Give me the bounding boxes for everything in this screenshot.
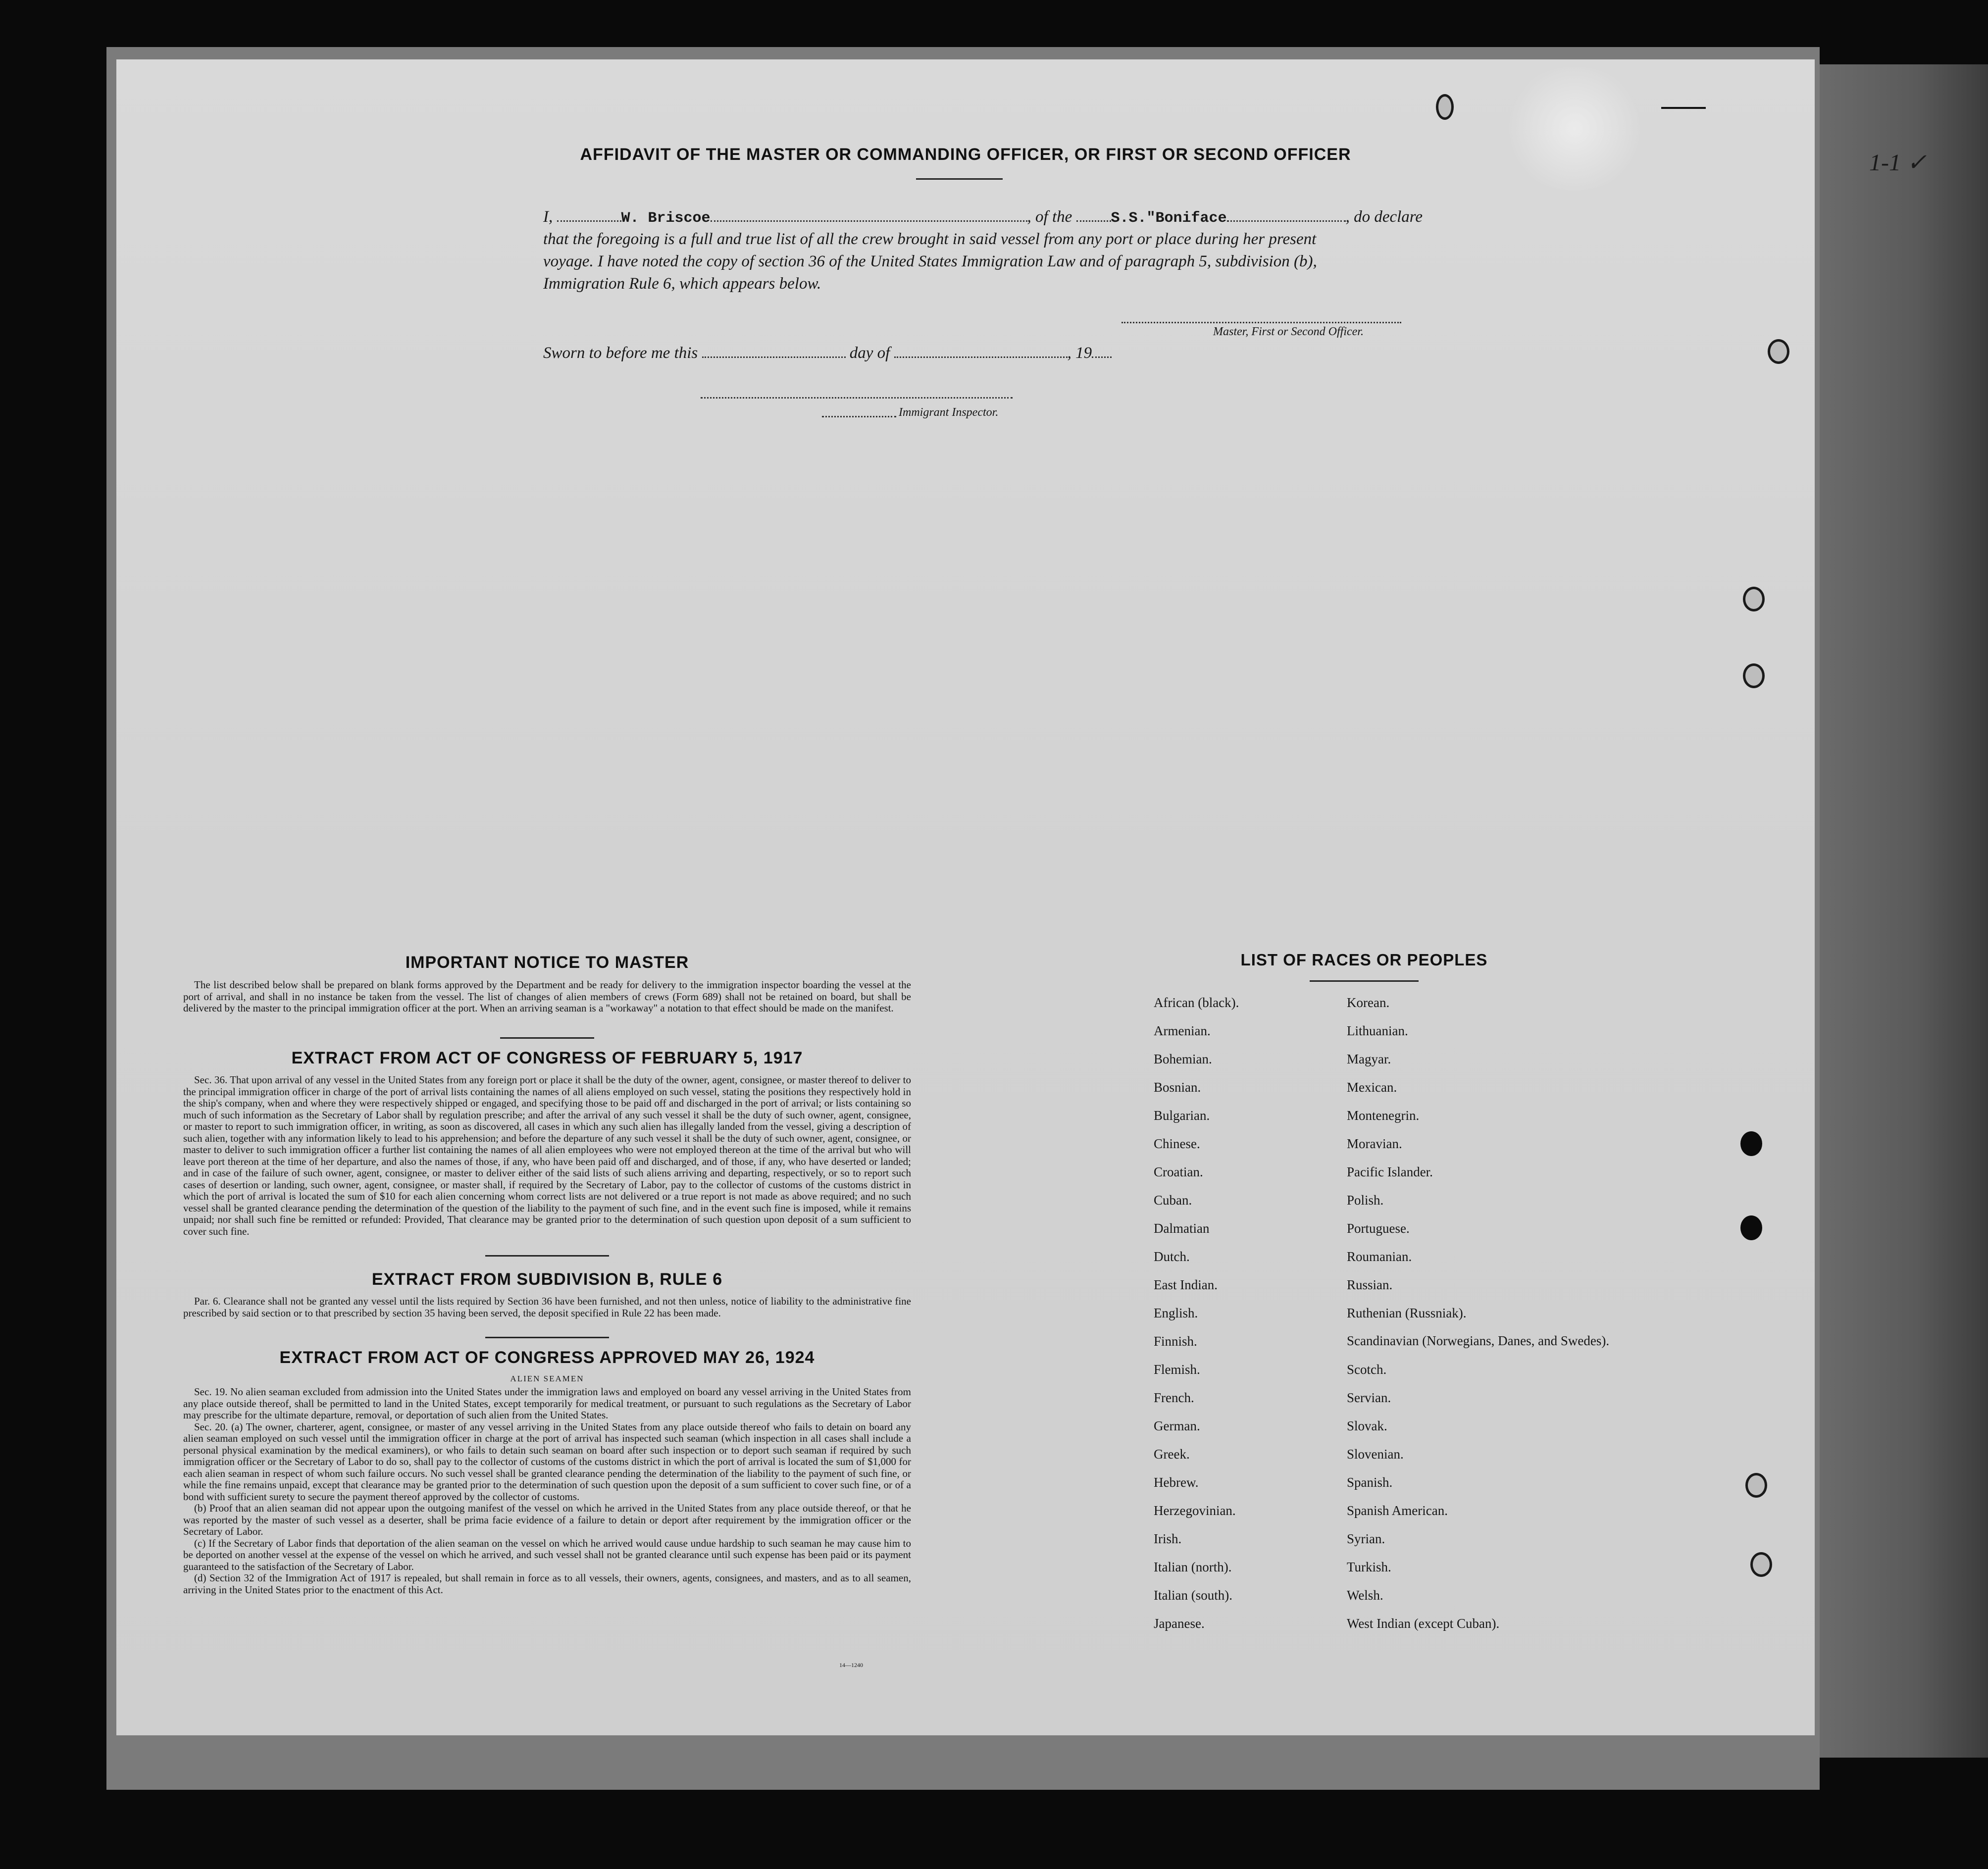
race-item: Portuguese. bbox=[1347, 1221, 1410, 1236]
punch-hole-icon bbox=[1743, 663, 1765, 688]
corner-mark bbox=[1661, 107, 1706, 109]
race-item: Lithuanian. bbox=[1347, 1023, 1408, 1038]
race-item: East Indian. bbox=[1154, 1277, 1218, 1292]
race-item: Japanese. bbox=[1154, 1616, 1205, 1631]
race-item: Pacific Islander. bbox=[1347, 1164, 1433, 1179]
race-item: Syrian. bbox=[1347, 1531, 1385, 1546]
vessel-name: S.S."Boniface bbox=[1111, 210, 1227, 227]
race-item: Korean. bbox=[1347, 995, 1390, 1010]
inspector-caption: Immigrant Inspector. bbox=[899, 406, 999, 419]
punch-hole-icon bbox=[1768, 339, 1789, 364]
race-item: Cuban. bbox=[1154, 1193, 1192, 1208]
punch-hole-icon bbox=[1740, 1131, 1762, 1156]
race-item: Greek. bbox=[1154, 1447, 1190, 1462]
signature-line bbox=[1121, 322, 1401, 323]
race-item: Mexican. bbox=[1347, 1080, 1397, 1095]
punch-hole-icon bbox=[1743, 587, 1765, 611]
extract-1917-title: EXTRACT FROM ACT OF CONGRESS OF FEBRUARY 5, 1917 bbox=[291, 1049, 803, 1067]
extract-1924-title: EXTRACT FROM ACT OF CONGRESS APPROVED MAY 26, 1924 bbox=[279, 1348, 815, 1367]
document-page bbox=[116, 59, 1815, 1735]
signature-caption: Master, First or Second Officer. bbox=[1213, 325, 1364, 338]
race-item: Armenian. bbox=[1154, 1023, 1211, 1038]
race-item: English. bbox=[1154, 1306, 1198, 1320]
race-item: Turkish. bbox=[1347, 1560, 1391, 1574]
affidavit-line-1: I, W. Briscoe , of the S.S."Boniface , do declare bbox=[543, 208, 1423, 227]
margin-check-mark: 1-1 ✓ bbox=[1869, 150, 1927, 176]
punch-hole-icon bbox=[1745, 1473, 1767, 1498]
race-item: Dalmatian bbox=[1154, 1221, 1210, 1236]
race-item: Russian. bbox=[1347, 1277, 1393, 1292]
race-item: Moravian. bbox=[1347, 1136, 1402, 1151]
race-item: Roumanian. bbox=[1347, 1249, 1412, 1264]
race-item: Spanish American. bbox=[1347, 1503, 1448, 1518]
inspector-dots bbox=[822, 416, 896, 417]
punch-hole-icon bbox=[1740, 1215, 1762, 1240]
race-item: Finnish. bbox=[1154, 1334, 1197, 1349]
race-item: West Indian (except Cuban). bbox=[1347, 1616, 1500, 1631]
punch-hole-icon bbox=[1436, 94, 1454, 120]
inspector-signature-line bbox=[701, 397, 1013, 399]
notice-body: The list described below shall be prepared on blank forms approved by the Department and be ready for delivery to the immigration inspector boarding the vessel at the port of arrival, and shall in no instance be taken from the vessel. The list of changes of alien members of crews (Form 689) shall not be retained on board, but shall be delivered by the master to the principal immigration officer at the port. When an arriving seaman is a "workaway" a notation to that effect should be made on the manifest. bbox=[183, 979, 911, 1014]
race-item: African (black). bbox=[1154, 995, 1239, 1010]
race-item: Bohemian. bbox=[1154, 1052, 1212, 1066]
extract-1924-subtitle: ALIEN SEAMEN bbox=[510, 1374, 584, 1383]
race-item: Slovak. bbox=[1347, 1418, 1387, 1433]
extract-rule6-title: EXTRACT FROM SUBDIVISION B, RULE 6 bbox=[371, 1270, 723, 1289]
divider bbox=[1310, 980, 1419, 982]
affidavit-title: AFFIDAVIT OF THE MASTER OR COMMANDING OFFICER, OR FIRST OR SECOND OFFICER bbox=[580, 145, 1351, 164]
divider bbox=[500, 1037, 594, 1039]
divider bbox=[485, 1337, 609, 1338]
form-number: 14—1240 bbox=[839, 1662, 863, 1668]
declarant-name: W. Briscoe bbox=[621, 210, 711, 227]
race-item: Slovenian. bbox=[1347, 1447, 1404, 1462]
extract-1917-body: Sec. 36. That upon arrival of any vessel in the United States from any foreign port or place it shall be the duty of the owner, agent, consignee, or master thereof to deliver to the principal immigration officer in charge of the port of arrival lists containing the names of all aliens employed on such vessel, stating the positions they respectively hold in the ship's company, when and where they were respectively shipped or engaged, and specifying those to be paid off and discharged in the port of arrival; or lists containing so much of such information as the Secretary of Labor shall by regulation prescribe; and after the arrival of any such vessel it shall be the duty of such owner, agent, consignee, or master to report to such immigration officer, in writing, as soon as discovered, all cases in which any such alien has illegally landed from the vessel, giving a description of such alien, together with any information likely to lead to his apprehension; and before the departure of any such vessel it shall be the duty of such owner, agent, consignee, or master to deliver to such immigration officer a further list containing the names of all alien employees who were not employed thereon at the time of the arrival but who will leave port thereon at the time of her departure, and also the names of those, if any, who have been paid off and discharged, and of those, if any, who have deserted or landed; and in case of the failure of such owner, agent, consignee, or master to deliver either of the said lists of such aliens arriving and departing, respectively, or so to report such cases of desertion or landing, such owner, agent, consignee, or master shall, if required by the Secretary of Labor, pay to the collector of customs of the customs district in which the port of arrival is located the sum of $10 for each alien concerning whom correct lists are not delivered or a true report is not made as above required; and no such vessel shall be granted clearance pending the determination of the question of the liability to the payment of such fine, and in the event such fine is imposed, while it remains unpaid; nor shall such fine be remitted or refunded: Provided, That clearance may be granted prior to the determination of such question upon deposit of a sum sufficient to cover such fine. bbox=[183, 1074, 911, 1237]
sworn-line: Sworn to before me this day of , 19 bbox=[543, 344, 1112, 362]
race-item: Hebrew. bbox=[1154, 1475, 1199, 1490]
affidavit-line-3: voyage. I have noted the copy of section 36 of the United States Immigration Law and of paragraph 5, subdivision (b), bbox=[543, 253, 1317, 270]
extract-1924-body: Sec. 19. No alien seaman excluded from admission into the United States under the immigration laws and employed on board any vessel arriving in the United States from any place outside thereof, shall be permitted to land in the United States, except temporarily for medical treatment, or pursuant to such regulations as the Secretary of Labor may prescribe for the ultimate departure, removal, or deportation of such alien from the United States. Sec. 20. (a) The owner, charterer, agent, consignee, or master of any vessel arriving in the United States from any place outside thereof who fails to detain on board any alien seaman employed on such vessel until the immigration officer in charge at the port of arrival has inspected such seaman (which inspection in all cases shall include a personal physical examination by the medical examiners), or who fails to detain such seaman on board after such inspection or to deport such seaman if required by such immigration officer or the Secretary of Labor to do so, shall pay to the collector of customs of the customs district in which the port of arrival is located the sum of $1,000 for each alien seaman in respect of whom such failure occurs. No such vessel shall be granted clearance pending the determination of the liability to the payment of such fine, or while the fine remains unpaid, except that clearance may be granted prior to the determination of such question upon the deposit of a sum sufficient to cover such fine, or of a bond with sufficient surety to secure the payment thereof approved by the collector of customs. (b) Proof that an alien seaman did not appear upon the outgoing manifest of the vessel on which he arrived in the United States from any place outside thereof, or that he was reported by the master of such vessel as a deserter, shall be prima facie evidence of a failure to detain or deport after requirement by the immigration officer or the Secretary of Labor. (c) If the Secretary of Labor finds that deportation of the alien seaman on the vessel on which he arrived would cause undue hardship to such seaman he may cause him to be deported on another vessel at the expense of the vessel on which he arrived, and such vessel shall not be granted clearance until such expense has been paid or its payment guaranteed to the satisfaction of the Secretary of Labor. (d) Section 32 of the Immigration Act of 1917 is repealed, but shall remain in force as to all vessels, their owners, agents, consignees, and masters, and as to all seamen, arriving in the United States prior to the enactment of this Act. bbox=[183, 1386, 911, 1596]
race-item: Bosnian. bbox=[1154, 1080, 1201, 1095]
races-title: LIST OF RACES OR PEOPLES bbox=[1240, 951, 1488, 969]
race-item: Montenegrin. bbox=[1347, 1108, 1420, 1123]
race-item: Chinese. bbox=[1154, 1136, 1200, 1151]
race-item: Flemish. bbox=[1154, 1362, 1200, 1377]
races-list-right bbox=[1347, 995, 1609, 1644]
notice-title: IMPORTANT NOTICE TO MASTER bbox=[405, 953, 689, 972]
races-list-left bbox=[1154, 995, 1239, 1644]
embossed-seal bbox=[1503, 67, 1646, 191]
race-item: Herzegovinian. bbox=[1154, 1503, 1236, 1518]
race-item: Scandinavian (Norwegians, Danes, and Swedes). bbox=[1347, 1333, 1610, 1348]
extract-rule6-body: Par. 6. Clearance shall not be granted any vessel until the lists required by Section 36 have been furnished, and not then unless, notice of liability to the administrative fine prescribed by said section or to that prescribed by section 35 having been served, the deposit specified in Rule 22 has been made. bbox=[183, 1295, 911, 1319]
race-item: Italian (north). bbox=[1154, 1560, 1232, 1574]
race-item: French. bbox=[1154, 1390, 1194, 1405]
race-item: Dutch. bbox=[1154, 1249, 1190, 1264]
divider bbox=[485, 1255, 609, 1257]
race-item: Spanish. bbox=[1347, 1475, 1393, 1490]
race-item: Bulgarian. bbox=[1154, 1108, 1210, 1123]
divider bbox=[916, 178, 1003, 180]
race-item: Irish. bbox=[1154, 1531, 1182, 1546]
affidavit-line-4: Immigration Rule 6, which appears below. bbox=[543, 275, 821, 293]
affidavit-line-2: that the foregoing is a full and true list of all the crew brought in said vessel from any port or place during her present bbox=[543, 230, 1317, 248]
adjacent-page-edge bbox=[1810, 64, 1988, 1758]
race-item: Italian (south). bbox=[1154, 1588, 1232, 1603]
race-item: Welsh. bbox=[1347, 1588, 1383, 1603]
race-item: Polish. bbox=[1347, 1193, 1384, 1208]
race-item: Croatian. bbox=[1154, 1164, 1203, 1179]
race-item: Magyar. bbox=[1347, 1052, 1391, 1066]
race-item: Scotch. bbox=[1347, 1362, 1387, 1377]
race-item: Servian. bbox=[1347, 1390, 1391, 1405]
punch-hole-icon bbox=[1750, 1552, 1772, 1577]
race-item: Ruthenian (Russniak). bbox=[1347, 1306, 1467, 1320]
race-item: German. bbox=[1154, 1418, 1200, 1433]
